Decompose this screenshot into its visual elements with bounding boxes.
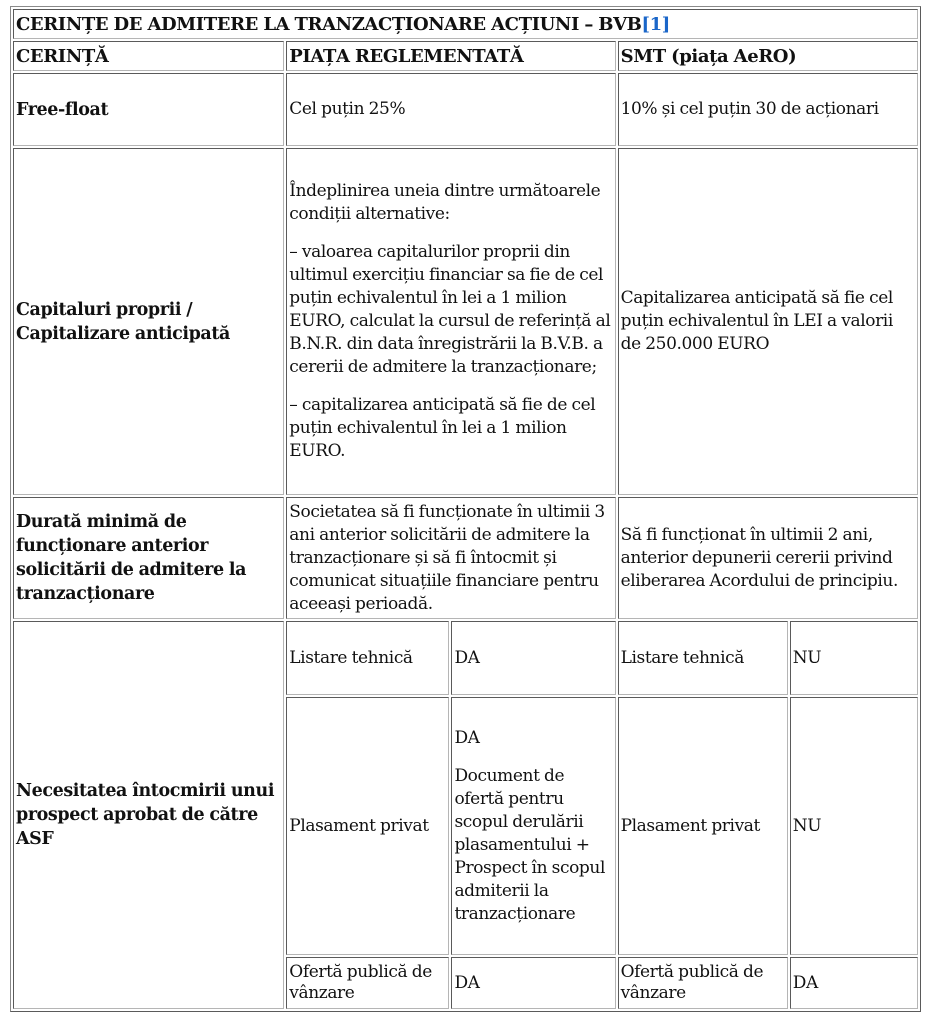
admission-requirements-table: [10, 6, 921, 1012]
prospectus-smt-value: NU: [790, 621, 918, 695]
row-label-capital: Capitaluri proprii / Capitalizare anticipată: [13, 148, 284, 495]
column-header-smt: SMT (piața AeRO): [618, 41, 918, 71]
table-row-capital: [13, 148, 918, 495]
capital-regulated-option-2: – capitalizarea anticipată să fie de cel puțin echivalentul în lei a 1 milion EURO.: [289, 395, 596, 461]
table-row-free-float: [13, 73, 918, 146]
prospectus-smt-value: NU: [790, 697, 918, 955]
table-row-prospectus-technical-listing: [13, 621, 918, 695]
column-header-regulated-market: PIAȚA REGLEMENTATĂ: [286, 41, 615, 71]
header-row: [13, 41, 918, 71]
footnote-link[interactable]: [1]: [641, 13, 670, 35]
prospectus-regulated-note: Document de ofertă pentru scopul derulării plasamentului + Prospect în scopul admiterii la tranzacționare: [454, 765, 605, 924]
free-float-smt: 10% și cel puțin 30 de acționari: [618, 73, 918, 146]
prospectus-regulated-type: Plasament privat: [286, 697, 449, 955]
capital-regulated-intro: Îndeplinirea uneia dintre următoarele condiții alternative:: [289, 181, 601, 224]
row-label-free-float: Free-float: [13, 73, 284, 146]
table-title-text: CERINȚE DE ADMITERE LA TRANZACȚIONARE ACȚIUNI – BVB: [16, 13, 642, 35]
prospectus-regulated-value: DA: [451, 621, 615, 695]
row-label-prospectus: Necesitatea întocmirii unui prospect aprobat de către ASF: [13, 621, 284, 1009]
duration-regulated: Societatea să fi funcționate în ultimii 3 ani anterior solicitării de admitere la tranzacționare și să fi întocmit și comunicat situațiile financiare pentru aceeași perioadă.: [286, 497, 615, 619]
prospectus-regulated-type: Listare tehnică: [286, 621, 449, 695]
prospectus-smt-value: DA: [790, 957, 918, 1009]
prospectus-smt-type: Listare tehnică: [618, 621, 788, 695]
free-float-regulated: Cel puțin 25%: [286, 73, 615, 146]
prospectus-smt-type: Plasament privat: [618, 697, 788, 955]
title-row: [13, 9, 918, 39]
prospectus-regulated-type: Ofertă publică de vânzare: [286, 957, 449, 1009]
prospectus-smt-type: Ofertă publică de vânzare: [618, 957, 788, 1009]
capital-smt: Capitalizarea anticipată să fie cel puțin echivalentul în LEI a valorii de 250.000 EURO: [618, 148, 918, 495]
capital-regulated: [286, 148, 615, 495]
document: [10, 6, 921, 1012]
prospectus-regulated-value-text: DA: [454, 727, 480, 748]
duration-smt: Să fi funcționat în ultimii 2 ani, anterior depunerii cererii privind eliberarea Acordului de principiu.: [618, 497, 918, 619]
column-header-requirement: CERINȚĂ: [13, 41, 284, 71]
prospectus-regulated-value: [451, 697, 615, 955]
prospectus-regulated-value: DA: [451, 957, 615, 1009]
table-row-duration: [13, 497, 918, 619]
table-title: [13, 9, 918, 39]
capital-regulated-option-1: – valoarea capitalurilor proprii din ultimul exercițiu financiar sa fie de cel puțin echivalentul în lei a 1 milion EURO, calculat la cursul de referință al B.N.R. din data înregistrării la B.V.B. a cererii de admitere la tranzacționare;: [289, 242, 611, 377]
row-label-duration: Durată minimă de funcționare anterior solicitării de admitere la tranzacționare: [13, 497, 284, 619]
